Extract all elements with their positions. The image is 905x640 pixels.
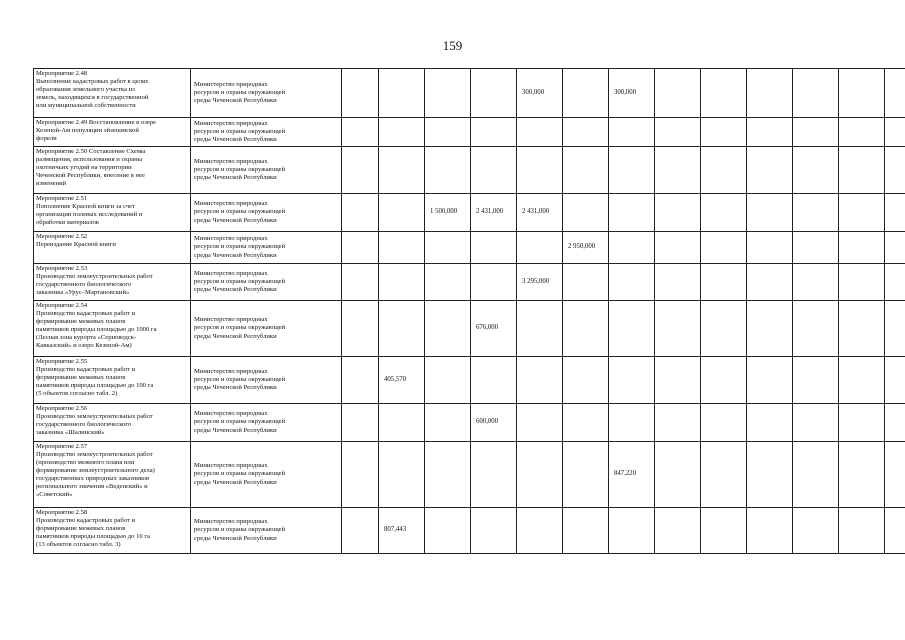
event-text-line: Производство кадастровых работ и [36, 517, 135, 525]
value-cell [885, 118, 905, 147]
event-text-line: памятников природы площадью до 100 га [36, 382, 154, 390]
event-text-line: Мероприятие 2.51 [36, 195, 88, 202]
value-cell [379, 147, 425, 194]
value-cell [839, 147, 885, 194]
value-cell [425, 69, 471, 118]
value-cell [609, 264, 655, 301]
executor-text-line: среды Чеченской Республики [194, 384, 277, 392]
value-cell [471, 118, 517, 147]
program-table [33, 68, 905, 554]
event-text-line: Мероприятие 2.49 Восстановление в озере [36, 119, 156, 126]
value-cell [793, 232, 839, 264]
executor-text-line: ресурсов и охраны окружающей [194, 208, 286, 216]
value-cell: 676,000 [471, 301, 517, 357]
value-cell [839, 264, 885, 301]
event-cell [34, 264, 191, 301]
executor-cell [191, 301, 342, 357]
table-row [34, 69, 905, 118]
value-cell [747, 232, 793, 264]
event-text-line: форели [36, 135, 57, 143]
value-cell [839, 194, 885, 232]
table-row [34, 508, 905, 554]
event-text-line: заказника «Шалинский» [36, 429, 105, 437]
executor-text-line: среды Чеченской Республики [194, 426, 277, 434]
value-cell [517, 404, 563, 442]
value-cell [793, 442, 839, 508]
value-cell [425, 118, 471, 147]
executor-cell [191, 442, 342, 508]
value-cell [425, 264, 471, 301]
event-text-line: государственного биологического [36, 281, 132, 289]
event-text-line: формирование межевых планов [36, 318, 126, 326]
event-text-line: (производство межевого плана или [36, 459, 135, 467]
value-cell [701, 301, 747, 357]
value-cell [471, 147, 517, 194]
value-cell [425, 508, 471, 554]
executor-cell [191, 357, 342, 404]
executor-text-line: ресурсов и охраны окружающей [194, 88, 286, 96]
value-cell [425, 301, 471, 357]
event-text-line: Кавказский» и озеро Кезеной-Ам) [36, 342, 132, 350]
value-cell [701, 147, 747, 194]
value-cell [342, 357, 379, 404]
value-cell [471, 264, 517, 301]
executor-text-line: среды Чеченской Республики [194, 332, 277, 340]
executor-cell [191, 69, 342, 118]
executor-text-line: ресурсов и охраны окружающей [194, 418, 286, 426]
value-cell [839, 301, 885, 357]
value-cell [517, 118, 563, 147]
executor-text-line: ресурсов и охраны окружающей [194, 526, 286, 534]
event-text-line: «Советский» [36, 491, 73, 499]
event-text-line: Мероприятие 2.54 [36, 302, 88, 309]
event-cell [34, 301, 191, 357]
event-text-line: (5 объектов согласно табл. 2) [36, 390, 118, 398]
executor-text-line: Министерство природных [194, 235, 268, 243]
executor-text-line: ресурсов и охраны окружающей [194, 165, 286, 173]
value-cell [563, 118, 609, 147]
value-cell [655, 69, 701, 118]
executor-cell [191, 118, 342, 147]
value-cell [563, 69, 609, 118]
event-text-line: Переиздание Красной книги [36, 241, 116, 249]
event-text-line: организации полевых исследований и [36, 211, 143, 219]
event-text-line: регионального значения «Веденский» и [36, 483, 148, 491]
executor-text-line: среды Чеченской Республики [194, 136, 277, 144]
value-cell [471, 69, 517, 118]
value-cell [701, 118, 747, 147]
event-cell [34, 147, 191, 194]
value-cell [342, 404, 379, 442]
value-cell [701, 232, 747, 264]
value-cell: 1 500,000 [425, 194, 471, 232]
value-cell [609, 147, 655, 194]
event-text-line: государственных природных заказников [36, 475, 150, 483]
executor-text-line: среды Чеченской Республики [194, 251, 277, 259]
executor-text-line: Министерство природных [194, 157, 268, 165]
executor-text-line: среды Чеченской Республики [194, 216, 277, 224]
value-cell [609, 301, 655, 357]
value-cell [342, 194, 379, 232]
event-text-line: Мероприятие 2.50 Составление Схемы [36, 148, 146, 155]
value-cell [885, 357, 905, 404]
executor-cell [191, 147, 342, 194]
value-cell: 2 431,000 [517, 194, 563, 232]
event-text-line: формирование межевых планов [36, 525, 126, 533]
value-cell [425, 232, 471, 264]
event-cell [34, 357, 191, 404]
value-cell [379, 442, 425, 508]
executor-text-line: среды Чеченской Республики [194, 534, 277, 542]
value-cell [885, 442, 905, 508]
table-row [34, 404, 905, 442]
value-cell [563, 508, 609, 554]
value-cell [471, 508, 517, 554]
executor-cell [191, 404, 342, 442]
value-cell [793, 147, 839, 194]
event-text-line: образования земельного участка из [36, 86, 135, 94]
value-cell [517, 357, 563, 404]
event-text-line: Кезеной-Ам популяции эйзенамской [36, 127, 139, 135]
value-cell: 2 431,000 [471, 194, 517, 232]
value-cell [885, 147, 905, 194]
table-row [34, 118, 905, 147]
value-cell [425, 404, 471, 442]
event-text-line: Мероприятие 2.53 [36, 265, 88, 272]
event-text-line: формирование межевых планов [36, 374, 126, 382]
value-cell [517, 301, 563, 357]
value-cell [342, 232, 379, 264]
value-cell [839, 442, 885, 508]
executor-cell [191, 508, 342, 554]
event-text-line: формирование землеустроительного дела) [36, 467, 155, 475]
value-cell [839, 404, 885, 442]
value-cell [379, 232, 425, 264]
event-text-line: охотничьих угодий на территории [36, 164, 132, 172]
table-body [34, 69, 905, 554]
table-row [34, 264, 905, 301]
value-cell: 405,570 [379, 357, 425, 404]
event-text-line: Производство землеустроительных работ [36, 273, 153, 281]
value-cell [885, 301, 905, 357]
executor-text-line: среды Чеченской Республики [194, 286, 277, 294]
table-row [34, 147, 905, 194]
executor-text-line: ресурсов и охраны окружающей [194, 277, 286, 285]
value-cell [839, 357, 885, 404]
event-text-line: или муниципальной собственности [36, 102, 136, 110]
value-cell [425, 357, 471, 404]
executor-text-line: ресурсов и охраны окружающей [194, 470, 286, 478]
value-cell [655, 194, 701, 232]
value-cell [747, 147, 793, 194]
event-cell [34, 232, 191, 264]
value-cell: 2 950,000 [563, 232, 609, 264]
executor-text-line: среды Чеченской Республики [194, 97, 277, 105]
event-text-line: Мероприятие 2.56 [36, 405, 88, 412]
value-cell [342, 118, 379, 147]
value-cell [425, 147, 471, 194]
value-cell: 300,000 [609, 69, 655, 118]
executor-text-line: среды Чеченской Республики [194, 478, 277, 486]
executor-text-line: Министерство природных [194, 316, 268, 324]
value-cell [655, 404, 701, 442]
value-cell [793, 194, 839, 232]
value-cell [517, 232, 563, 264]
value-cell [609, 232, 655, 264]
value-cell [701, 442, 747, 508]
value-cell [701, 194, 747, 232]
value-cell [342, 301, 379, 357]
value-cell [793, 357, 839, 404]
event-cell [34, 508, 191, 554]
value-cell [701, 264, 747, 301]
table-row [34, 442, 905, 508]
value-cell [342, 69, 379, 118]
value-cell [563, 301, 609, 357]
value-cell [793, 404, 839, 442]
value-cell [747, 442, 793, 508]
value-cell: 847,220 [609, 442, 655, 508]
value-cell [701, 508, 747, 554]
value-cell [885, 264, 905, 301]
value-cell [342, 264, 379, 301]
value-cell [609, 118, 655, 147]
event-text-line: Пополнение Красной книги за счет [36, 203, 135, 211]
value-cell [885, 404, 905, 442]
event-text-line: Производство кадастровых работ и [36, 310, 135, 318]
event-cell [34, 442, 191, 508]
value-cell [655, 357, 701, 404]
value-cell [839, 118, 885, 147]
executor-text-line: ресурсов и охраны окружающей [194, 243, 286, 251]
executor-text-line: Министерство природных [194, 269, 268, 277]
value-cell [747, 69, 793, 118]
table-row [34, 301, 905, 357]
executor-text-line: ресурсов и охраны окружающей [194, 127, 286, 135]
event-text-line: Производство кадастровых работ и [36, 366, 135, 374]
value-cell [471, 357, 517, 404]
table-row [34, 194, 905, 232]
value-cell [747, 301, 793, 357]
executor-text-line: ресурсов и охраны окружающей [194, 375, 286, 383]
value-cell [655, 508, 701, 554]
value-cell [747, 118, 793, 147]
value-cell [379, 264, 425, 301]
executor-cell [191, 194, 342, 232]
executor-text-line: ресурсов и охраны окружающей [194, 324, 286, 332]
value-cell [655, 442, 701, 508]
value-cell [342, 442, 379, 508]
event-text-line: памятников природы площадью до 1000 га [36, 326, 157, 334]
value-cell [747, 357, 793, 404]
event-text-line: Выполнение кадастровых работ в целях [36, 78, 149, 86]
executor-text-line: Министерство природных [194, 518, 268, 526]
value-cell [839, 232, 885, 264]
event-text-line: Мероприятие 2.57 [36, 443, 88, 450]
executor-text-line: Министерство природных [194, 410, 268, 418]
event-text-line: Производство землеустроительных работ [36, 413, 153, 421]
event-text-line: Чеченской Республики, внесение в нее [36, 172, 145, 180]
value-cell [839, 508, 885, 554]
executor-text-line: Министерство природных [194, 367, 268, 375]
executor-text-line: Министерство природных [194, 119, 268, 127]
value-cell [747, 264, 793, 301]
event-text-line: (13 объектов согласно табл. 3) [36, 541, 121, 549]
table-row [34, 357, 905, 404]
value-cell [885, 232, 905, 264]
value-cell [655, 264, 701, 301]
value-cell [655, 118, 701, 147]
value-cell [609, 194, 655, 232]
value-cell [425, 442, 471, 508]
value-cell [793, 264, 839, 301]
value-cell [517, 442, 563, 508]
event-text-line: Мероприятие 2.58 [36, 509, 88, 516]
event-cell [34, 118, 191, 147]
value-cell [655, 147, 701, 194]
value-cell [747, 404, 793, 442]
value-cell [793, 508, 839, 554]
executor-cell [191, 232, 342, 264]
value-cell [471, 442, 517, 508]
value-cell [793, 301, 839, 357]
value-cell [885, 194, 905, 232]
executor-cell [191, 264, 342, 301]
value-cell [379, 69, 425, 118]
value-cell [563, 404, 609, 442]
event-text-line: государственного биологического [36, 421, 132, 429]
event-cell [34, 404, 191, 442]
event-text-line: памятников природы площадью до 10 га [36, 533, 150, 541]
value-cell [701, 404, 747, 442]
event-text-line: размещения, использования и охраны [36, 156, 143, 164]
value-cell [379, 194, 425, 232]
event-text-line: изменений [36, 180, 67, 188]
value-cell [563, 147, 609, 194]
value-cell [609, 508, 655, 554]
event-text-line: заказника «Урус–Мартановский» [36, 289, 130, 297]
value-cell: 3 295,000 [517, 264, 563, 301]
event-text-line: (Лесная зона курорта «Серноводск- [36, 334, 137, 342]
value-cell [839, 69, 885, 118]
value-cell: 600,000 [471, 404, 517, 442]
value-cell [655, 232, 701, 264]
value-cell [563, 357, 609, 404]
event-text-line: Мероприятие 2.52 [36, 233, 88, 240]
value-cell: 807,443 [379, 508, 425, 554]
value-cell [379, 118, 425, 147]
event-text-line: земель, находящихся в государственной [36, 94, 149, 102]
value-cell [379, 301, 425, 357]
value-cell [793, 69, 839, 118]
event-cell [34, 69, 191, 118]
value-cell [517, 508, 563, 554]
value-cell [609, 404, 655, 442]
value-cell [747, 508, 793, 554]
value-cell: 300,000 [517, 69, 563, 118]
value-cell [563, 264, 609, 301]
event-text-line: Мероприятие 2.48 [36, 70, 88, 77]
value-cell [342, 147, 379, 194]
value-cell [793, 118, 839, 147]
executor-text-line: среды Чеченской Республики [194, 174, 277, 182]
value-cell [379, 404, 425, 442]
table-row [34, 232, 905, 264]
value-cell [885, 69, 905, 118]
page-number: 159 [442, 38, 463, 53]
value-cell [747, 194, 793, 232]
value-cell [655, 301, 701, 357]
event-text-line: Производство землеустроительных работ [36, 451, 153, 459]
value-cell [563, 442, 609, 508]
value-cell [471, 232, 517, 264]
executor-text-line: Министерство природных [194, 80, 268, 88]
value-cell [885, 508, 905, 554]
value-cell [342, 508, 379, 554]
executor-text-line: Министерство природных [194, 200, 268, 208]
event-text-line: Мероприятие 2.55 [36, 358, 88, 365]
event-cell [34, 194, 191, 232]
value-cell [517, 147, 563, 194]
value-cell [563, 194, 609, 232]
value-cell [609, 357, 655, 404]
executor-text-line: Министерство природных [194, 462, 268, 470]
value-cell [701, 69, 747, 118]
event-text-line: обработки материалов [36, 219, 99, 227]
value-cell [701, 357, 747, 404]
